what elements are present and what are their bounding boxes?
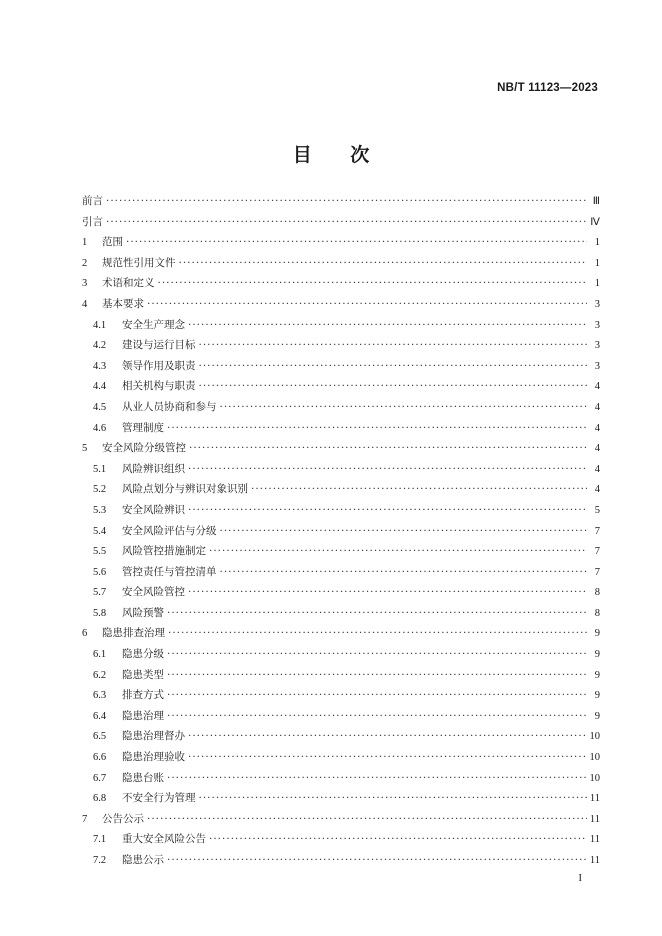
toc-entry-page: 11	[589, 855, 600, 866]
toc-leader-dots	[220, 525, 588, 537]
toc-entry-number: 2	[82, 257, 88, 269]
toc-entry-page: 4	[594, 463, 600, 475]
toc-entry-label: 引言	[82, 215, 103, 228]
toc-entry-label: 安全风险评估与分级	[122, 524, 217, 537]
toc-entry-label: 安全风险管控	[122, 586, 185, 599]
toc-entry-label: 安全风险辨识	[122, 503, 185, 516]
toc-entry-number: 7.2	[93, 855, 107, 866]
toc-entry[interactable]	[82, 790, 600, 811]
toc-entry-page: 4	[594, 484, 600, 496]
toc-entry-label: 从业人员协商和参与	[122, 400, 217, 413]
toc-entry[interactable]	[82, 667, 600, 688]
toc-entry-page: 4	[594, 381, 600, 393]
toc-entry[interactable]	[82, 275, 600, 296]
toc-entry-label: 风险辨识组织	[122, 462, 185, 475]
toc-entry-number: 1	[82, 237, 88, 249]
toc-entry-number: 4.1	[93, 319, 107, 331]
toc-entry-label: 管控责任与管控清单	[122, 565, 217, 578]
toc-entry[interactable]	[82, 378, 600, 399]
toc-entry-label: 隐患分级	[122, 648, 164, 661]
toc-entry-label: 规范性引用文件	[102, 256, 176, 269]
toc-entry[interactable]	[82, 461, 600, 482]
toc-leader-dots	[167, 710, 587, 722]
toc-entry-label: 建设与运行目标	[122, 339, 196, 352]
toc-leader-dots	[251, 483, 587, 495]
toc-entry-label: 范围	[102, 236, 123, 249]
toc-entry[interactable]	[82, 687, 600, 708]
toc-entry-page: 7	[594, 566, 600, 578]
toc-entry-label: 风险管控措施制定	[122, 545, 206, 558]
toc-entry-page: Ⅲ	[592, 196, 600, 207]
toc-entry-number: 3	[82, 278, 88, 290]
toc-leader-dots	[147, 813, 587, 825]
toc-entry-page: 9	[594, 649, 600, 661]
toc-entry-label: 隐患公示	[122, 854, 164, 866]
toc-entry[interactable]	[82, 502, 600, 523]
toc-entry-label: 相关机构与职责	[122, 380, 196, 393]
toc-entry-label: 术语和定义	[102, 277, 155, 290]
toc-entry-page: 1	[594, 278, 600, 290]
toc-entry-page: 8	[594, 587, 600, 599]
toc-leader-dots	[167, 648, 587, 660]
toc-entry[interactable]	[82, 708, 600, 729]
toc-leader-dots	[167, 772, 587, 784]
toc-entry-page: 4	[594, 422, 600, 434]
toc-entry-page: 3	[594, 298, 600, 310]
toc-entry-number: 4.4	[93, 381, 107, 393]
toc-entry-page: 8	[594, 607, 600, 619]
toc-entry-page: 9	[594, 628, 600, 640]
toc-leader-dots	[158, 277, 588, 289]
toc-entry-number: 5.5	[93, 546, 107, 558]
toc-entry-number: 5.4	[93, 525, 107, 537]
toc-entry-page: Ⅳ	[590, 216, 600, 228]
toc-entry[interactable]	[82, 564, 600, 585]
toc-leader-dots	[179, 257, 588, 269]
toc-entry[interactable]	[82, 214, 600, 235]
toc-entry-label: 风险点划分与辨识对象识别	[122, 483, 248, 496]
toc-entry[interactable]	[82, 523, 600, 544]
toc-leader-dots	[199, 792, 587, 804]
toc-entry-page: 7	[594, 546, 600, 558]
toc-leader-dots	[126, 236, 587, 248]
toc-entry-page: 11	[589, 813, 600, 825]
toc-entry[interactable]	[82, 770, 600, 791]
toc-entry[interactable]	[82, 625, 600, 646]
toc-entry-number: 7	[82, 813, 88, 825]
standard-code: NB/T 11123—2023	[497, 82, 598, 94]
toc-entry-page: 1	[594, 257, 600, 269]
toc-entry-page: 10	[589, 731, 600, 743]
toc-entry-label: 隐患类型	[122, 668, 164, 681]
toc-entry-label: 隐患治理验收	[122, 751, 185, 764]
toc-leader-dots	[188, 730, 587, 742]
toc-entry-label: 公告公示	[102, 812, 144, 825]
toc-entry[interactable]	[82, 749, 600, 770]
toc-entry-page: 5	[594, 504, 600, 516]
toc-entry-number: 5.8	[93, 607, 107, 619]
toc-entry-label: 隐患治理	[122, 709, 164, 722]
toc-leader-dots	[167, 422, 587, 434]
toc-leader-dots	[167, 669, 587, 681]
toc-entry[interactable]	[82, 831, 600, 852]
toc-entry-label: 安全风险分级管控	[102, 442, 186, 455]
toc-entry-number: 6.6	[93, 752, 107, 764]
toc-entry-number: 6.7	[93, 772, 107, 784]
toc-leader-dots	[199, 339, 588, 351]
toc-entry[interactable]	[82, 255, 600, 276]
toc-entry-number: 5.7	[93, 587, 107, 599]
toc-entry[interactable]	[82, 440, 600, 461]
toc-leader-dots	[199, 360, 588, 372]
toc-leader-dots	[188, 319, 587, 331]
toc-entry-page: 11	[589, 834, 600, 846]
toc-entry-page: 9	[594, 669, 600, 681]
toc-entry-page: 9	[594, 710, 600, 722]
toc-entry-number: 6.8	[93, 793, 107, 805]
toc-entry-page: 1	[594, 237, 600, 249]
toc-entry-page: 7	[594, 525, 600, 537]
toc-entry[interactable]	[82, 481, 600, 502]
toc-entry-number: 5.6	[93, 566, 107, 578]
toc-leader-dots	[168, 627, 587, 639]
toc-entry-label: 隐患治理督办	[122, 730, 185, 743]
toc-entry-label: 隐患排查治理	[102, 627, 165, 640]
toc-leader-dots	[167, 607, 587, 619]
toc-entry-number: 5.3	[93, 504, 107, 516]
toc-leader-dots	[188, 463, 587, 475]
toc-entry-number: 5.1	[93, 463, 107, 475]
toc-entry-label: 排查方式	[122, 689, 164, 702]
toc-entry-label: 领导作用及职责	[122, 359, 196, 372]
toc-entry-label: 隐患台账	[122, 771, 164, 784]
toc-leader-dots	[106, 216, 587, 228]
toc-entry-number: 7.1	[93, 834, 107, 846]
toc-entry-label: 前言	[82, 195, 103, 207]
toc-leader-dots	[189, 442, 587, 454]
toc-entry-page: 3	[594, 340, 600, 352]
toc-entry-number: 4.2	[93, 340, 107, 352]
toc-entry-label: 风险预警	[122, 606, 164, 619]
toc-entry-label: 安全生产理念	[122, 318, 185, 331]
toc-entry-page: 10	[589, 772, 600, 784]
toc-entry[interactable]	[82, 728, 600, 749]
toc-entry[interactable]	[82, 317, 600, 338]
toc-entry[interactable]	[82, 358, 600, 379]
toc-leader-dots	[199, 380, 588, 392]
toc-leader-dots	[188, 751, 587, 763]
toc-entry-page: 4	[594, 443, 600, 455]
toc-entry[interactable]	[82, 646, 600, 667]
toc-leader-dots	[147, 298, 587, 310]
toc-entry[interactable]	[82, 543, 600, 564]
toc-entry[interactable]	[82, 337, 600, 358]
toc-leader-dots	[209, 545, 587, 557]
toc-entry-number: 4.6	[93, 422, 107, 434]
table-of-contents	[82, 193, 600, 873]
toc-entry[interactable]	[82, 193, 600, 214]
toc-leader-dots	[209, 833, 587, 845]
toc-entry-page: 3	[594, 360, 600, 372]
toc-entry-page: 10	[589, 752, 600, 764]
toc-leader-dots	[167, 689, 587, 701]
toc-entry-number: 5	[82, 443, 88, 455]
toc-entry-number: 6.4	[93, 710, 107, 722]
toc-entry-page: 11	[589, 793, 600, 805]
toc-leader-dots	[220, 566, 588, 578]
toc-leader-dots	[167, 854, 587, 866]
toc-entry-label: 不安全行为管理	[122, 792, 196, 805]
toc-entry-label: 管理制度	[122, 421, 164, 434]
toc-entry[interactable]	[82, 605, 600, 626]
toc-entry-page: 9	[594, 690, 600, 702]
toc-entry-number: 6.5	[93, 731, 107, 743]
toc-entry[interactable]	[82, 399, 600, 420]
page-number: I	[578, 873, 582, 884]
toc-title: 目 次	[292, 144, 370, 166]
toc-leader-dots	[188, 504, 587, 516]
toc-entry[interactable]	[82, 584, 600, 605]
toc-entry[interactable]	[82, 420, 600, 441]
toc-entry-number: 4.3	[93, 360, 107, 372]
toc-entry-number: 4.5	[93, 401, 107, 413]
toc-entry[interactable]	[82, 811, 600, 832]
toc-entry-number: 6.2	[93, 669, 107, 681]
toc-entry-number: 6.1	[93, 649, 107, 661]
toc-entry[interactable]	[82, 234, 600, 255]
toc-entry[interactable]	[82, 296, 600, 317]
toc-entry-label: 基本要求	[102, 297, 144, 310]
toc-entry-number: 5.2	[93, 484, 107, 496]
toc-entry-label: 重大安全风险公告	[122, 833, 206, 846]
toc-entry-page: 3	[594, 319, 600, 331]
toc-entry-page: 4	[594, 401, 600, 413]
toc-entry-number: 6	[82, 628, 88, 640]
toc-entry[interactable]	[82, 852, 600, 873]
toc-leader-dots	[106, 195, 587, 207]
toc-entry-number: 6.3	[93, 690, 107, 702]
toc-entry-number: 4	[82, 298, 88, 310]
toc-leader-dots	[220, 401, 588, 413]
toc-leader-dots	[188, 586, 587, 598]
